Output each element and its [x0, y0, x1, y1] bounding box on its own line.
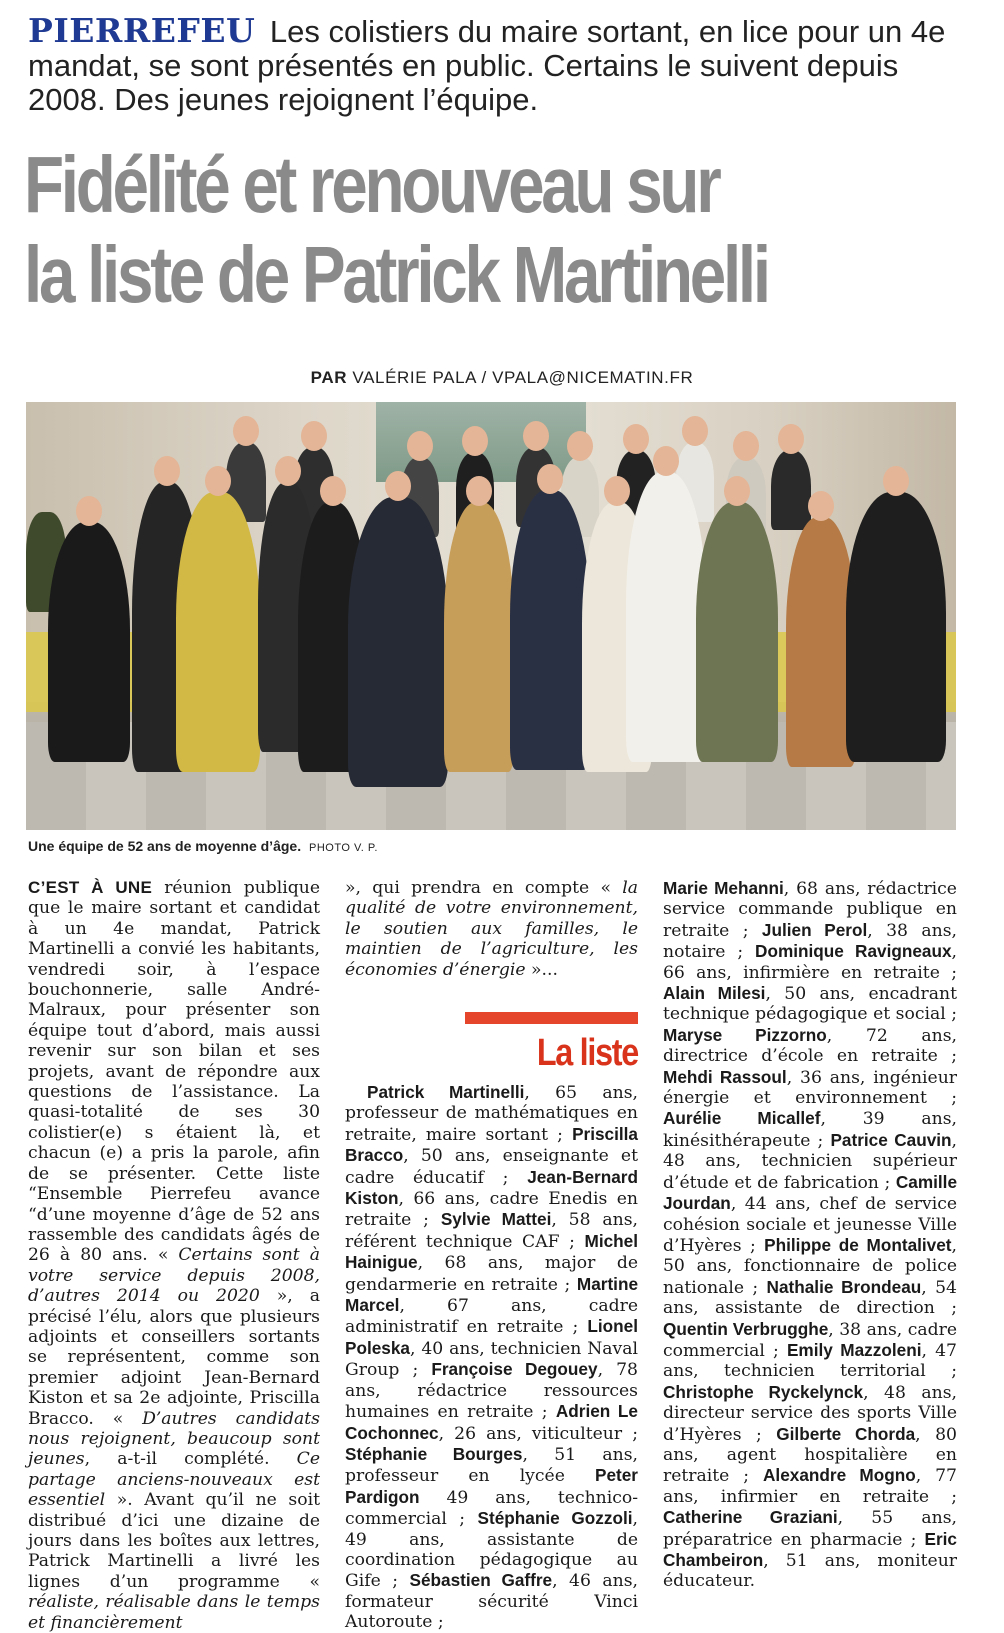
person [771, 450, 811, 530]
headline-line-2: la liste de Patrick Martinelli [24, 230, 768, 319]
photo-credit: PHOTO V. P. [308, 842, 378, 854]
candidate-name: Eric Chambeiron [663, 1528, 957, 1570]
lead-in: C’EST À UNE [28, 878, 153, 897]
candidate-description: , 68 ans, major de gendarmerie en retraite ; [345, 1253, 638, 1295]
candidate-description: , 77 ans, infirmier en retraite ; [663, 1466, 957, 1507]
photo-caption [28, 838, 958, 854]
person [846, 492, 946, 762]
person [176, 492, 260, 772]
candidate-name: Christophe Ryckelynck [663, 1381, 864, 1402]
candidate-description: , 44 ans, chef de service cohésion sociale et jeunesse Ville d’Hyères ; [663, 1194, 957, 1256]
candidate-name: Julien Perol [761, 919, 868, 940]
byline [0, 368, 1004, 388]
list-heading-bar [465, 1012, 638, 1024]
candidate-description: , 66 ans, infirmière en retraite ; [663, 942, 957, 983]
candidate-name: Mehdi Rassoul [663, 1066, 787, 1087]
candidate-name: Peter Pardigon [345, 1465, 638, 1507]
article-text: réunion publique que le maire sortant et candidat à un 4e mandat, Patrick Martinelli a convié les habitants, vendredi soir, à l’espace bouchonnerie, salle André-Malraux, pour présenter son équipe tout d’abord, mais aussi revenir sur son bilan et ses projets, avant de répondre aux questions de l’assistance. La quasi-totalité de ses 30 colistier(e) s étaient là, et chacun (e) a pris la parole, afin de se présenter. Cette liste “Ensemble Pierrefeu avance “d’une moyenne d’âge de 52 ans rassemble des candidats âgés de 26 à 80 ans. « [28, 878, 320, 1266]
candidate-name: Quentin Verbrugghe [663, 1318, 829, 1339]
candidate-list-part-2 [663, 878, 957, 1592]
candidate-description: , 68 ans, rédactrice service commande publique en retraite ; [663, 879, 957, 941]
candidate-description: , 48 ans, directeur service des sports Ville d’Hyères ; [663, 1382, 957, 1445]
person [48, 522, 130, 762]
candidate-description: , 67 ans, cadre administratif en retraite ; [345, 1296, 638, 1338]
group-photo [26, 402, 956, 830]
headline-line-1: Fidélité et renouveau sur [24, 140, 719, 229]
candidate-list-part-1 [345, 1082, 638, 1633]
candidate-name: Nathalie Brondeau [766, 1276, 922, 1297]
candidate-description: , 50 ans, enseignante et cadre éducatif ; [345, 1146, 638, 1188]
candidate-description: , 39 ans, kinésithérapeute ; [663, 1109, 957, 1151]
candidate-description: , 72 ans, directrice d’école en retraite ; [663, 1025, 957, 1067]
candidate-name: Stéphanie Bourges [345, 1443, 523, 1464]
candidate-description: 49 ans, technico-commercial ; [345, 1487, 638, 1530]
article-text: », a précisé l’élu, alors que plusieurs adjoints et conseillers sortants se représentent, comme son premier adjoint Jean-Bernard Kiston et sa 2e adjointe, Priscilla Bracco. « [28, 1286, 320, 1429]
candidate-description: , 36 ans, ingénieur énergie et environnement ; [663, 1067, 957, 1109]
article-quote: réaliste, réalisable dans le temps et financièrement [28, 1592, 320, 1633]
candidate-description: , 48 ans, technicien supérieur d’étude et de fabrication ; [663, 1130, 958, 1193]
article-text: , a-t-il complété. [84, 1449, 297, 1470]
list-heading [465, 1012, 638, 1082]
candidate-description: , 51 ans, moniteur éducateur. [663, 1551, 957, 1592]
candidate-name: Dominique Ravigneaux [755, 941, 952, 962]
candidate-description: , 50 ans, encadrant technique pédagogique et social ; [663, 984, 957, 1025]
article-quote: la qualité de votre environnement, le soutien aux familles, le maintien de l’agriculture, les économies d’énergie [345, 878, 638, 980]
person [626, 472, 706, 762]
candidate-name: Alain Milesi [663, 983, 766, 1004]
candidate-name: Patrice Cauvin [830, 1129, 952, 1150]
person [510, 490, 590, 770]
candidate-description: , 38 ans, cadre commercial ; [663, 1319, 958, 1361]
person [696, 502, 778, 762]
candidate-name: Marie Mehanni [663, 878, 784, 898]
candidate-name: Maryse Pizzorno [663, 1024, 827, 1045]
person [444, 502, 514, 772]
candidate-name: Gilberte Chorda [776, 1423, 916, 1444]
candidate-name: Aurélie Micallef [663, 1108, 821, 1129]
candidate-description: , 46 ans, formateur sécurité Vinci Autoroute ; [345, 1571, 638, 1633]
article-quote: Certains sont à votre service depuis 2008, d’autres 2014 ou 2020 [28, 1245, 320, 1307]
candidate-name: Michel Hainigue [345, 1230, 638, 1273]
candidate-name: Jean-Bernard Kiston [345, 1166, 638, 1209]
caption-text: Une équipe de 52 ans de moyenne d’âge. [28, 838, 302, 854]
candidate-name: Camille Jourdan [663, 1171, 957, 1214]
candidate-name: Sylvie Mattei [440, 1209, 552, 1230]
candidate-description: , 49 ans, assistante de coordination pédagogique au Gife ; [345, 1509, 639, 1592]
standfirst [28, 11, 978, 117]
article-quote: Ce partage anciens-nouveaux est essentiel [28, 1449, 320, 1511]
headline [24, 140, 811, 320]
town-label: PIERREFEU [28, 11, 256, 50]
candidate-description: , 55 ans, préparatrice en pharmacie ; [663, 1508, 957, 1550]
candidate-name: Stéphanie Gozzoli [477, 1508, 633, 1529]
candidate-name: Priscilla Bracco [345, 1123, 638, 1166]
candidate-name: Emily Mazzoleni [786, 1339, 922, 1360]
candidate-name: Alexandre Mogno [763, 1465, 916, 1486]
candidate-name: Sébastien Gaffre [409, 1570, 553, 1591]
candidate-name: Patrick Martinelli [367, 1082, 525, 1102]
candidate-description: , 66 ans, cadre Enedis en retraite ; [345, 1189, 638, 1231]
candidate-description: , 38 ans, notaire ; [663, 920, 957, 963]
list-heading-text: La liste [536, 1032, 638, 1074]
candidate-name: Martine Marcel [345, 1273, 638, 1316]
candidate-description: , 78 ans, rédactrice ressources humaines en retraite ; [345, 1360, 638, 1423]
candidate-description: , 50 ans, fonctionnaire de police nationale ; [663, 1235, 957, 1298]
person [348, 497, 448, 787]
candidate-description: , 47 ans, technicien territorial ; [663, 1340, 957, 1382]
article-text: »... [525, 959, 558, 980]
candidate-description: , 65 ans, professeur de mathématiques en retraite, maire sortant ; [345, 1083, 638, 1145]
article-text: », qui prendra en compte « [345, 878, 623, 898]
byline-author: VALÉRIE PALA / VPALA@NICEMATIN.FR [352, 368, 694, 387]
candidate-description: , 26 ans, viticulteur ; [438, 1423, 638, 1444]
candidate-description: , 80 ans, agent hospitalière en retraite ; [663, 1424, 957, 1487]
candidate-name: Lionel Poleska [345, 1316, 638, 1358]
candidate-name: Françoise Degouey [431, 1359, 598, 1380]
candidate-description: , 54 ans, assistante de direction ; [663, 1277, 957, 1319]
candidate-name: Catherine Graziani [663, 1507, 838, 1528]
article-column-2 [345, 878, 638, 980]
candidate-description: , 58 ans, référent technique CAF ; [345, 1210, 638, 1252]
byline-par: PAR [310, 368, 348, 387]
candidate-name: Philippe de Montalivet [764, 1234, 952, 1255]
article-column-1 [28, 878, 320, 1633]
candidate-description: , 40 ans, technicien Naval Group ; [345, 1338, 638, 1381]
article-quote: D’autres candidats nous rejoignent, beaucoup sont jeunes [28, 1408, 320, 1470]
candidate-name: Adrien Le Cochonnec [345, 1401, 638, 1443]
candidate-description: , 51 ans, professeur en lycée [345, 1444, 638, 1487]
article-text: ». Avant qu’il ne soit distribué d’ici une dizaine de jours dans les boîtes aux lettres, Patrick Martinelli a livré les lignes d’un programme « [28, 1490, 320, 1592]
standfirst-text: Les colistiers du maire sortant, en lice pour un 4e mandat, se sont présentés en public. Certains le suivent depuis 2008. Des jeunes rejoignent l’équipe. [28, 14, 946, 117]
